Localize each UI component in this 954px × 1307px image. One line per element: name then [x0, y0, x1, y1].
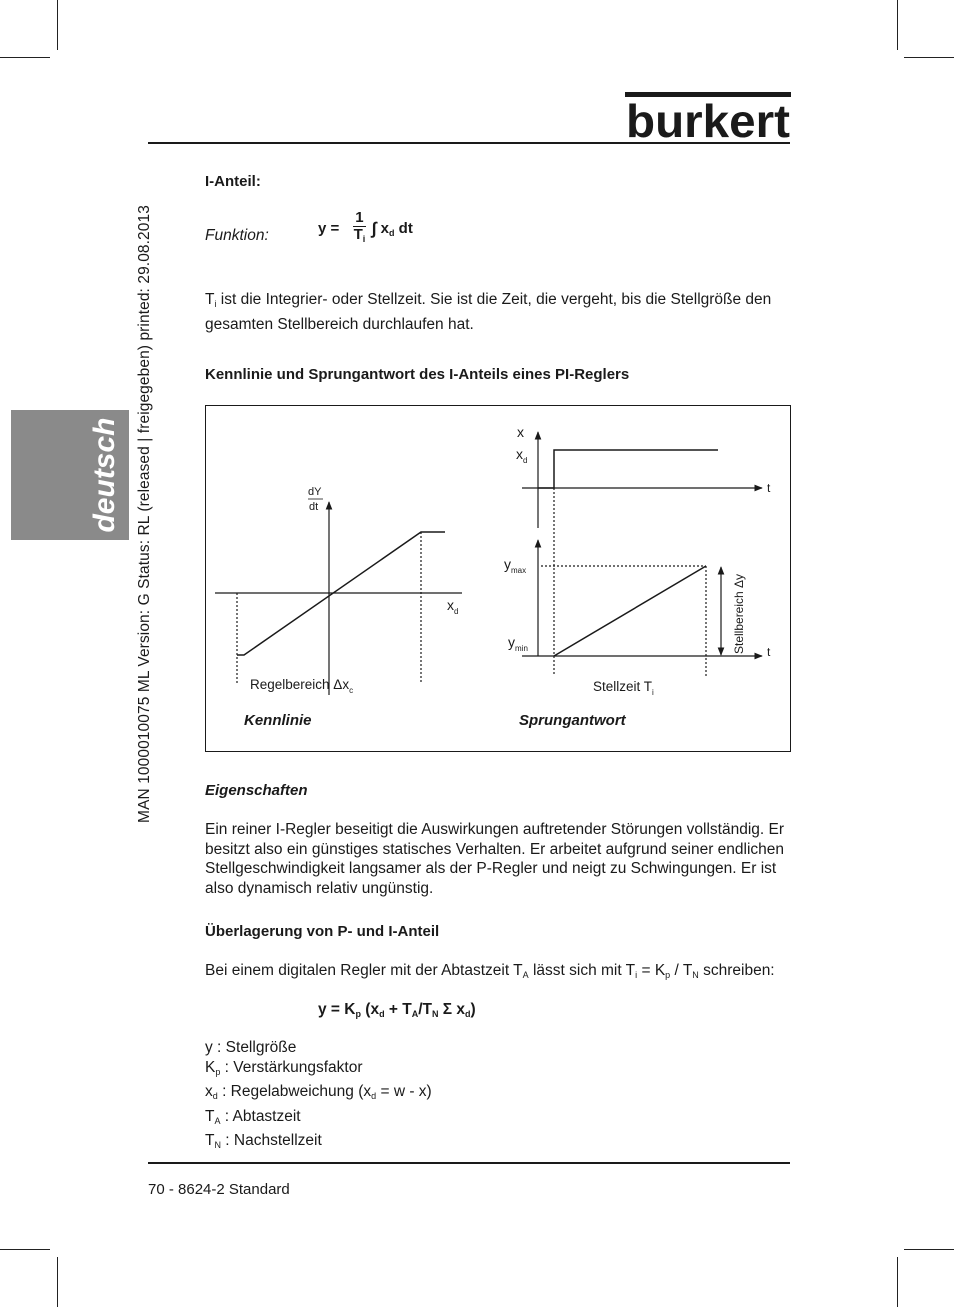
crop-mark	[904, 1249, 954, 1250]
function-label: Funktion:	[205, 227, 269, 244]
properties-text: Ein reiner I-Regler beseitigt die Auswirkungen auftretender Störungen vollständig. Er besitzt also ein günstiges statisches Verhalten. Er arbeitet aufgrund seiner endlichen Stellgeschwindigkeit langsamer als der P-Regler und neigt zu Schwingungen. Er ist also dynamisch relativ ungünstig.	[205, 821, 785, 897]
pi-formula: $y = K_p$ ($x_d + T_A/T_N$ Σ $x_d$)	[318, 1001, 476, 1019]
x-label: x	[517, 424, 524, 440]
properties-heading: Eigenschaften	[205, 782, 308, 799]
sprungantwort-caption: Sprungantwort	[519, 712, 626, 729]
i-part-description: $T_i$ ist die Integrier- oder Stellzeit. Sie ist die Zeit, die vergeht, bis die Stellgröße den gesamten Stellbereich durchlaufen hat.	[205, 291, 772, 333]
xd-step-label: $x_d$	[516, 446, 528, 465]
crop-mark	[897, 0, 898, 50]
stellzeit-label: Stellzeit $T_i$	[593, 679, 654, 697]
crop-mark	[904, 57, 954, 58]
footer-rule	[148, 1162, 790, 1164]
crop-mark	[897, 1257, 898, 1307]
figure-heading: Kennlinie und Sprungantwort des I-Anteils eines PI-Reglers	[205, 366, 630, 383]
definition-item: y : Stellgröße	[205, 1039, 297, 1056]
crop-mark	[0, 1249, 50, 1250]
definition-item: $T_N$ : Nachstellzeit	[205, 1132, 322, 1150]
definition-item: $T_A$ : Abtastzeit	[205, 1107, 301, 1126]
step-input-curve	[538, 450, 718, 488]
definition-item: $K_p$ : Verstärkungsfaktor	[205, 1058, 363, 1077]
definition-list	[205, 1038, 432, 1156]
logo-text: burkert	[626, 95, 790, 140]
overlay-heading: Überlagerung von P- und I-Anteil	[205, 923, 440, 940]
section-heading-i-part: I-Anteil:	[205, 173, 261, 190]
i-part-formula: y = $\frac{1}{T_i}$ ∫ $x_d$ dt	[318, 209, 413, 244]
definition-item: $x_d$ : Regelabweichung $(x_d = w - x)$	[205, 1083, 432, 1101]
overlay-intro: Bei einem digitalen Regler mit der Abtastzeit $T_A$ lässt sich mit $T_i = K_p / T_N$ schreiben:	[205, 962, 775, 980]
crop-mark	[57, 0, 58, 50]
dy-label: dY	[308, 486, 322, 498]
dt-label: dt	[309, 501, 319, 513]
response-ramp	[554, 566, 706, 656]
burkert-logo	[625, 92, 791, 140]
crop-mark	[0, 57, 50, 58]
figure-svg	[206, 406, 790, 751]
regelbereich-label: Regelbereich $\Delta x_c$	[250, 677, 354, 695]
kennlinie-caption: Kennlinie	[244, 712, 312, 729]
page-footer: 70 - 8624-2 Standard	[148, 1181, 290, 1198]
crop-mark	[57, 1257, 58, 1307]
ymax-label: $y_{max}$	[504, 556, 527, 575]
i-part-figure	[205, 405, 791, 752]
ymin-label: $y_{min}$	[508, 634, 528, 653]
document-status-text: MAN 1000010075 ML Version: G Status: RL (released | freigegeben) printed: 29.08.2013	[136, 205, 153, 823]
xd-axis-label: $x_d$	[447, 597, 459, 616]
stellbereich-label: Stellbereich Δy	[732, 573, 746, 654]
language-tab-label: deutsch	[88, 417, 121, 533]
t-top-label: t	[767, 481, 771, 495]
t-bottom-label: t	[767, 645, 771, 659]
header-rule	[148, 142, 790, 144]
